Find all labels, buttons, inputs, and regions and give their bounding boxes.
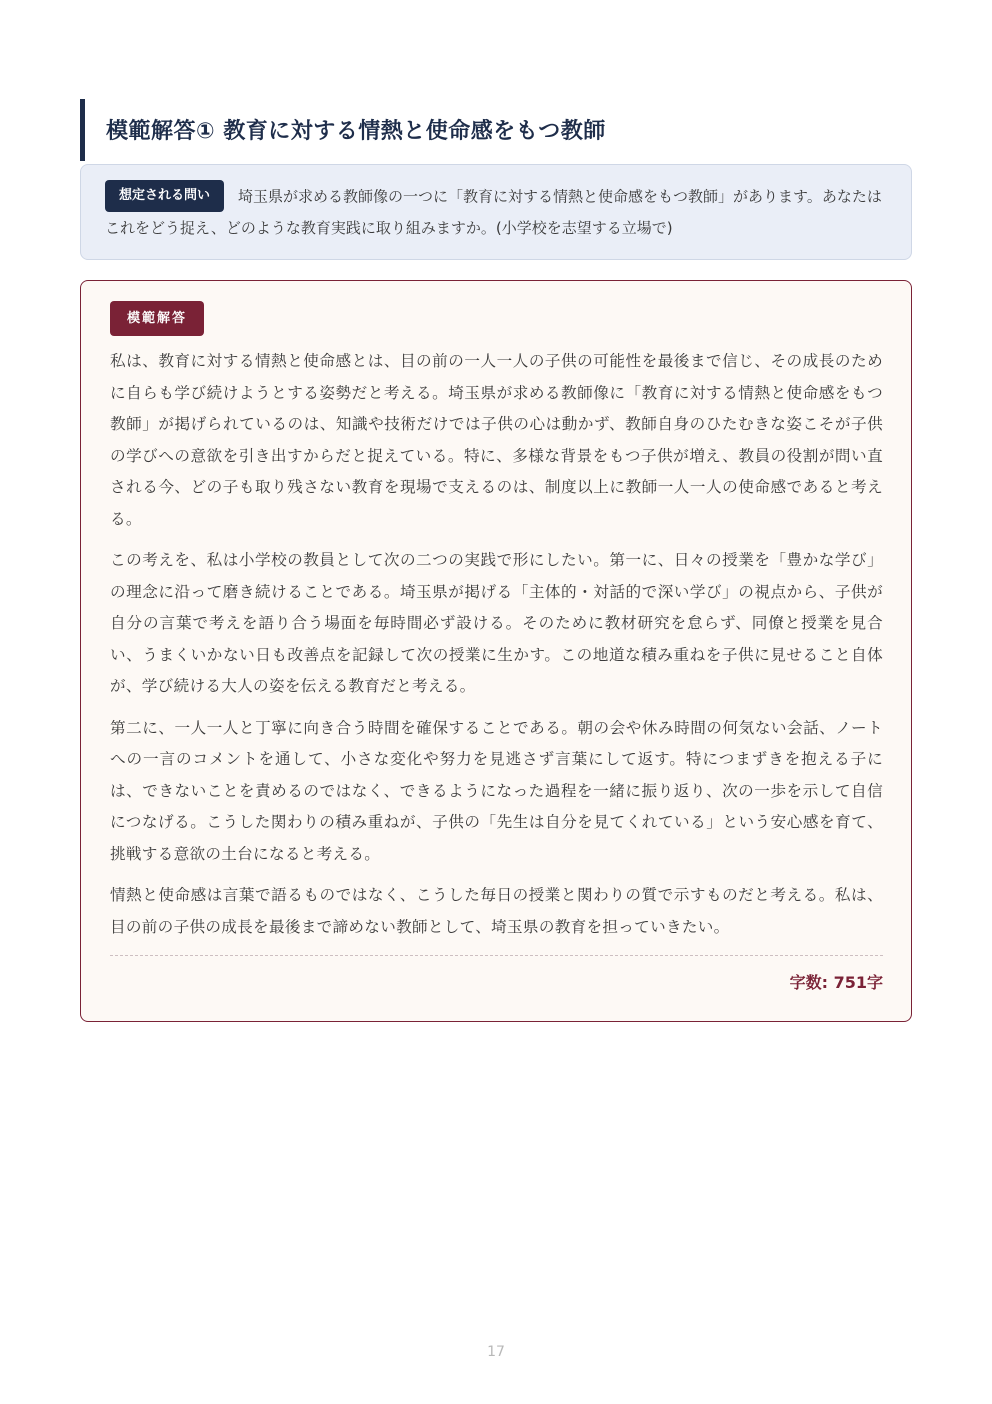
answer-paragraph-3: 第二に、一人一人と丁寧に向き合う時間を確保することである。朝の会や休み時間の何気ない会話、ノートへの一言のコメントを通して、小さな変化や努力を見逃さず言葉にして返す。特につまずきを抱える子には、できないことを責めるのではなく、できるようになった過程を一緒に振り返り、次の一歩を示して自信につなげる。こうした関わりの積み重ねが、子供の「先生は自分を見てくれている」という安心感を育て、挑戦する意欲の土台になると考える。 [110, 718, 883, 863]
answer-body [110, 346, 883, 943]
answer-paragraph-1: 私は、教育に対する情熱と使命感とは、目の前の一人一人の子供の可能性を最後まで信じ、その成長のために自らも学び続けようとする姿勢だと考える。埼玉県が求める教師像に「教育に対する情熱と使命感をもつ教師」が掲げられているのは、知識や技術だけでは子供の心は動かず、教師自身のひたむきな姿こそが子供の学びへの意欲を引き出すからだと捉えている。特に、多様な背景をもつ子供が増え、教員の役割が問い直される今、どの子も取り残さない教育を現場で支えるのは、制度以上に教師一人一人の使命感であると考える。 [110, 352, 883, 528]
section-title-text: 模範解答① 教育に対する情熱と使命感をもつ教師 [106, 119, 606, 145]
question-label: 想定される問い [105, 180, 224, 212]
question-box [80, 164, 912, 260]
answer-paragraph-4: 情熱と使命感は言葉で語るものではなく、こうした毎日の授業と関わりの質で示すものだと考える。私は、目の前の子供の成長を最後まで諦めない教師として、埼玉県の教育を担っていきたい。 [110, 886, 883, 936]
page-number: 17 [487, 1344, 505, 1360]
answer-label: 模範解答 [110, 301, 204, 336]
answer-box [80, 280, 912, 1022]
question-text: 埼玉県が求める教師像の一つに「教育に対する情熱と使命感をもつ教師」があります。あなたはこれをどう捉え、どのような教育実践に取り組みますか。(小学校を志望する立場で) [105, 187, 882, 237]
char-count: 字数: 751字 [789, 973, 883, 992]
dashed-divider [110, 955, 883, 956]
section-title [80, 99, 910, 161]
answer-paragraph-2: この考えを、私は小学校の教員として次の二つの実践で形にしたい。第一に、日々の授業を「豊かな学び」の理念に沿って磨き続けることである。埼玉県が掲げる「主体的・対話的で深い学び」の視点から、子供が自分の言葉で考えを語り合う場面を毎時間必ず設ける。そのために教材研究を怠らず、同僚と授業を見合い、うまくいかない日も改善点を記録して次の授業に生かす。この地道な積み重ねを子供に見せること自体が、学び続ける大人の姿を伝える教育だと考える。 [110, 551, 883, 695]
